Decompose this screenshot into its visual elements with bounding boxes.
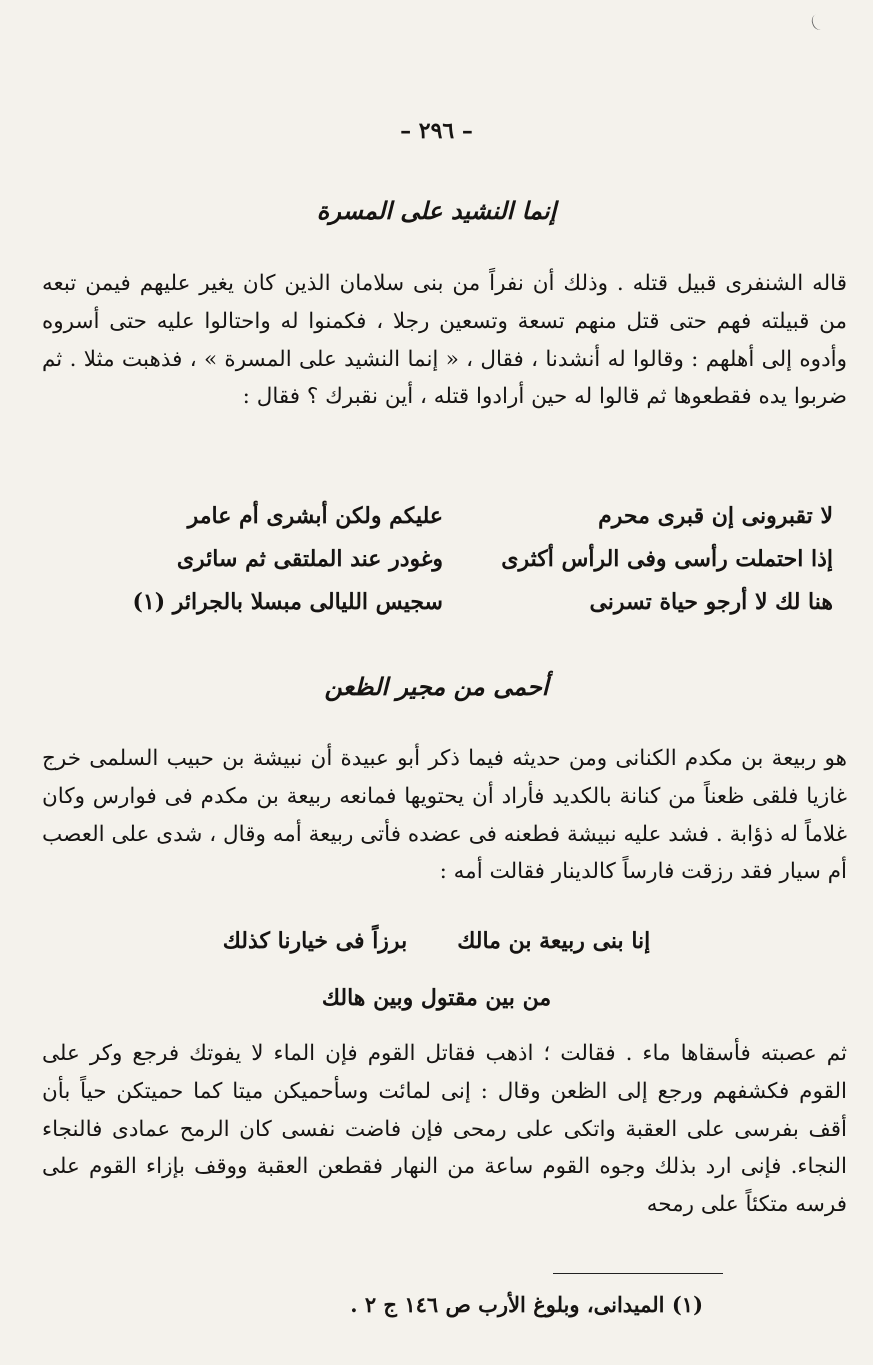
verse-first-hemistich: هنا لك لا أرجو حياة تسرنى	[589, 588, 833, 615]
verse-third-line: من بين مقتول وبين هالك	[321, 985, 552, 1011]
section-2-paragraph	[42, 740, 847, 891]
section-1-paragraph	[42, 265, 847, 416]
section-2-paragraph-continued	[42, 1035, 847, 1224]
verse-line	[43, 494, 833, 537]
verse-first-hemistich: لا تقبرونى إن قبرى محرم	[598, 502, 833, 529]
footnote: (١) الميدانى، وبلوغ الأرب ص ١٤٦ ج ٢ .	[350, 1292, 703, 1317]
paragraph-text: ثم عصبته فأسقاها ماء . فقالت ؛ اذهب فقاتل القوم فإن الماء لا يفوتك فرجع وكر على القوم فكشفهم ورجع إلى الظعن وقال : إنى لمائت وسأحميكن ميتا كما حميتكن حياً بأن أقف بفرسى على العقبة واتكى على رمحى فإن فاضت نفسى كان الرمح عمادى فالنجاء النجاء. فإنى ارد بذلك وجوه القوم ساعة من النهار فقطعن العقبة ووقف بإزاء القوم على فرسه متكئاً على رمحه	[42, 1041, 847, 1218]
verse-couplet	[0, 928, 873, 954]
verse-second-hemistich: سجيس الليالى مبسلا بالجرائر (١)	[132, 588, 443, 615]
paragraph-text: هو ربيعة بن مكدم الكنانى ومن حديثه فيما ذكر أبو عبيدة أن نبيشة بن حبيب السلمى خرج غازيا فلقى ظعناً من كنانة بالكديد فأراد أن يحتويها فمانعه ربيعة بن مكدم فى فوارس وكان غلاماً له ذؤابة . فشد عليه نبيشة فطعنه فى عضده فأتى ربيعة أمه وقال ، شدى على العصب أم سيار فقد رزقت فارساً كالدينار فقالت أمه :	[42, 746, 847, 885]
page-number: – ٢٩٦ –	[400, 118, 473, 144]
verse-second-hemistich: وغودر عند الملتقى ثم سائرى	[176, 545, 443, 572]
verse-line	[43, 537, 833, 580]
footnote-divider	[553, 1273, 723, 1274]
paragraph-text: قاله الشنفرى قبيل قتله . وذلك أن نفراً من بنى سلامان الذين كان يغير عليهم فيمن تبعه من قبيلته فهم حتى قتل منهم تسعة وتسعين رجلا ، فكمنوا له واحتالوا عليه حتى أسروه وأدوه إلى أهلهم : وقالوا له أنشدنا ، فقال ، « إنما النشيد على المسرة » ، فذهبت مثلا . ثم ضربوا يده فقطعوها ثم قالوا له حين أرادوا قتله ، أين نقبرك ؟ فقال :	[42, 271, 847, 410]
corner-mark	[810, 12, 828, 31]
verse-first-hemistich: إنا بنى ربيعة بن مالك	[457, 928, 651, 954]
verse-second-hemistich: برزاً فى خيارنا كذلك	[222, 928, 408, 954]
poem-verses-1	[43, 494, 833, 623]
verse-second-hemistich: عليكم ولكن أبشرى أم عامر	[187, 502, 443, 529]
section-heading-1: إنما النشيد على المسرة	[316, 196, 557, 225]
section-heading-2: أحمى من مجير الظعن	[324, 672, 549, 701]
verse-first-hemistich: إذا احتملت رأسى وفى الرأس أكثرى	[501, 545, 833, 572]
verse-line	[43, 580, 833, 623]
